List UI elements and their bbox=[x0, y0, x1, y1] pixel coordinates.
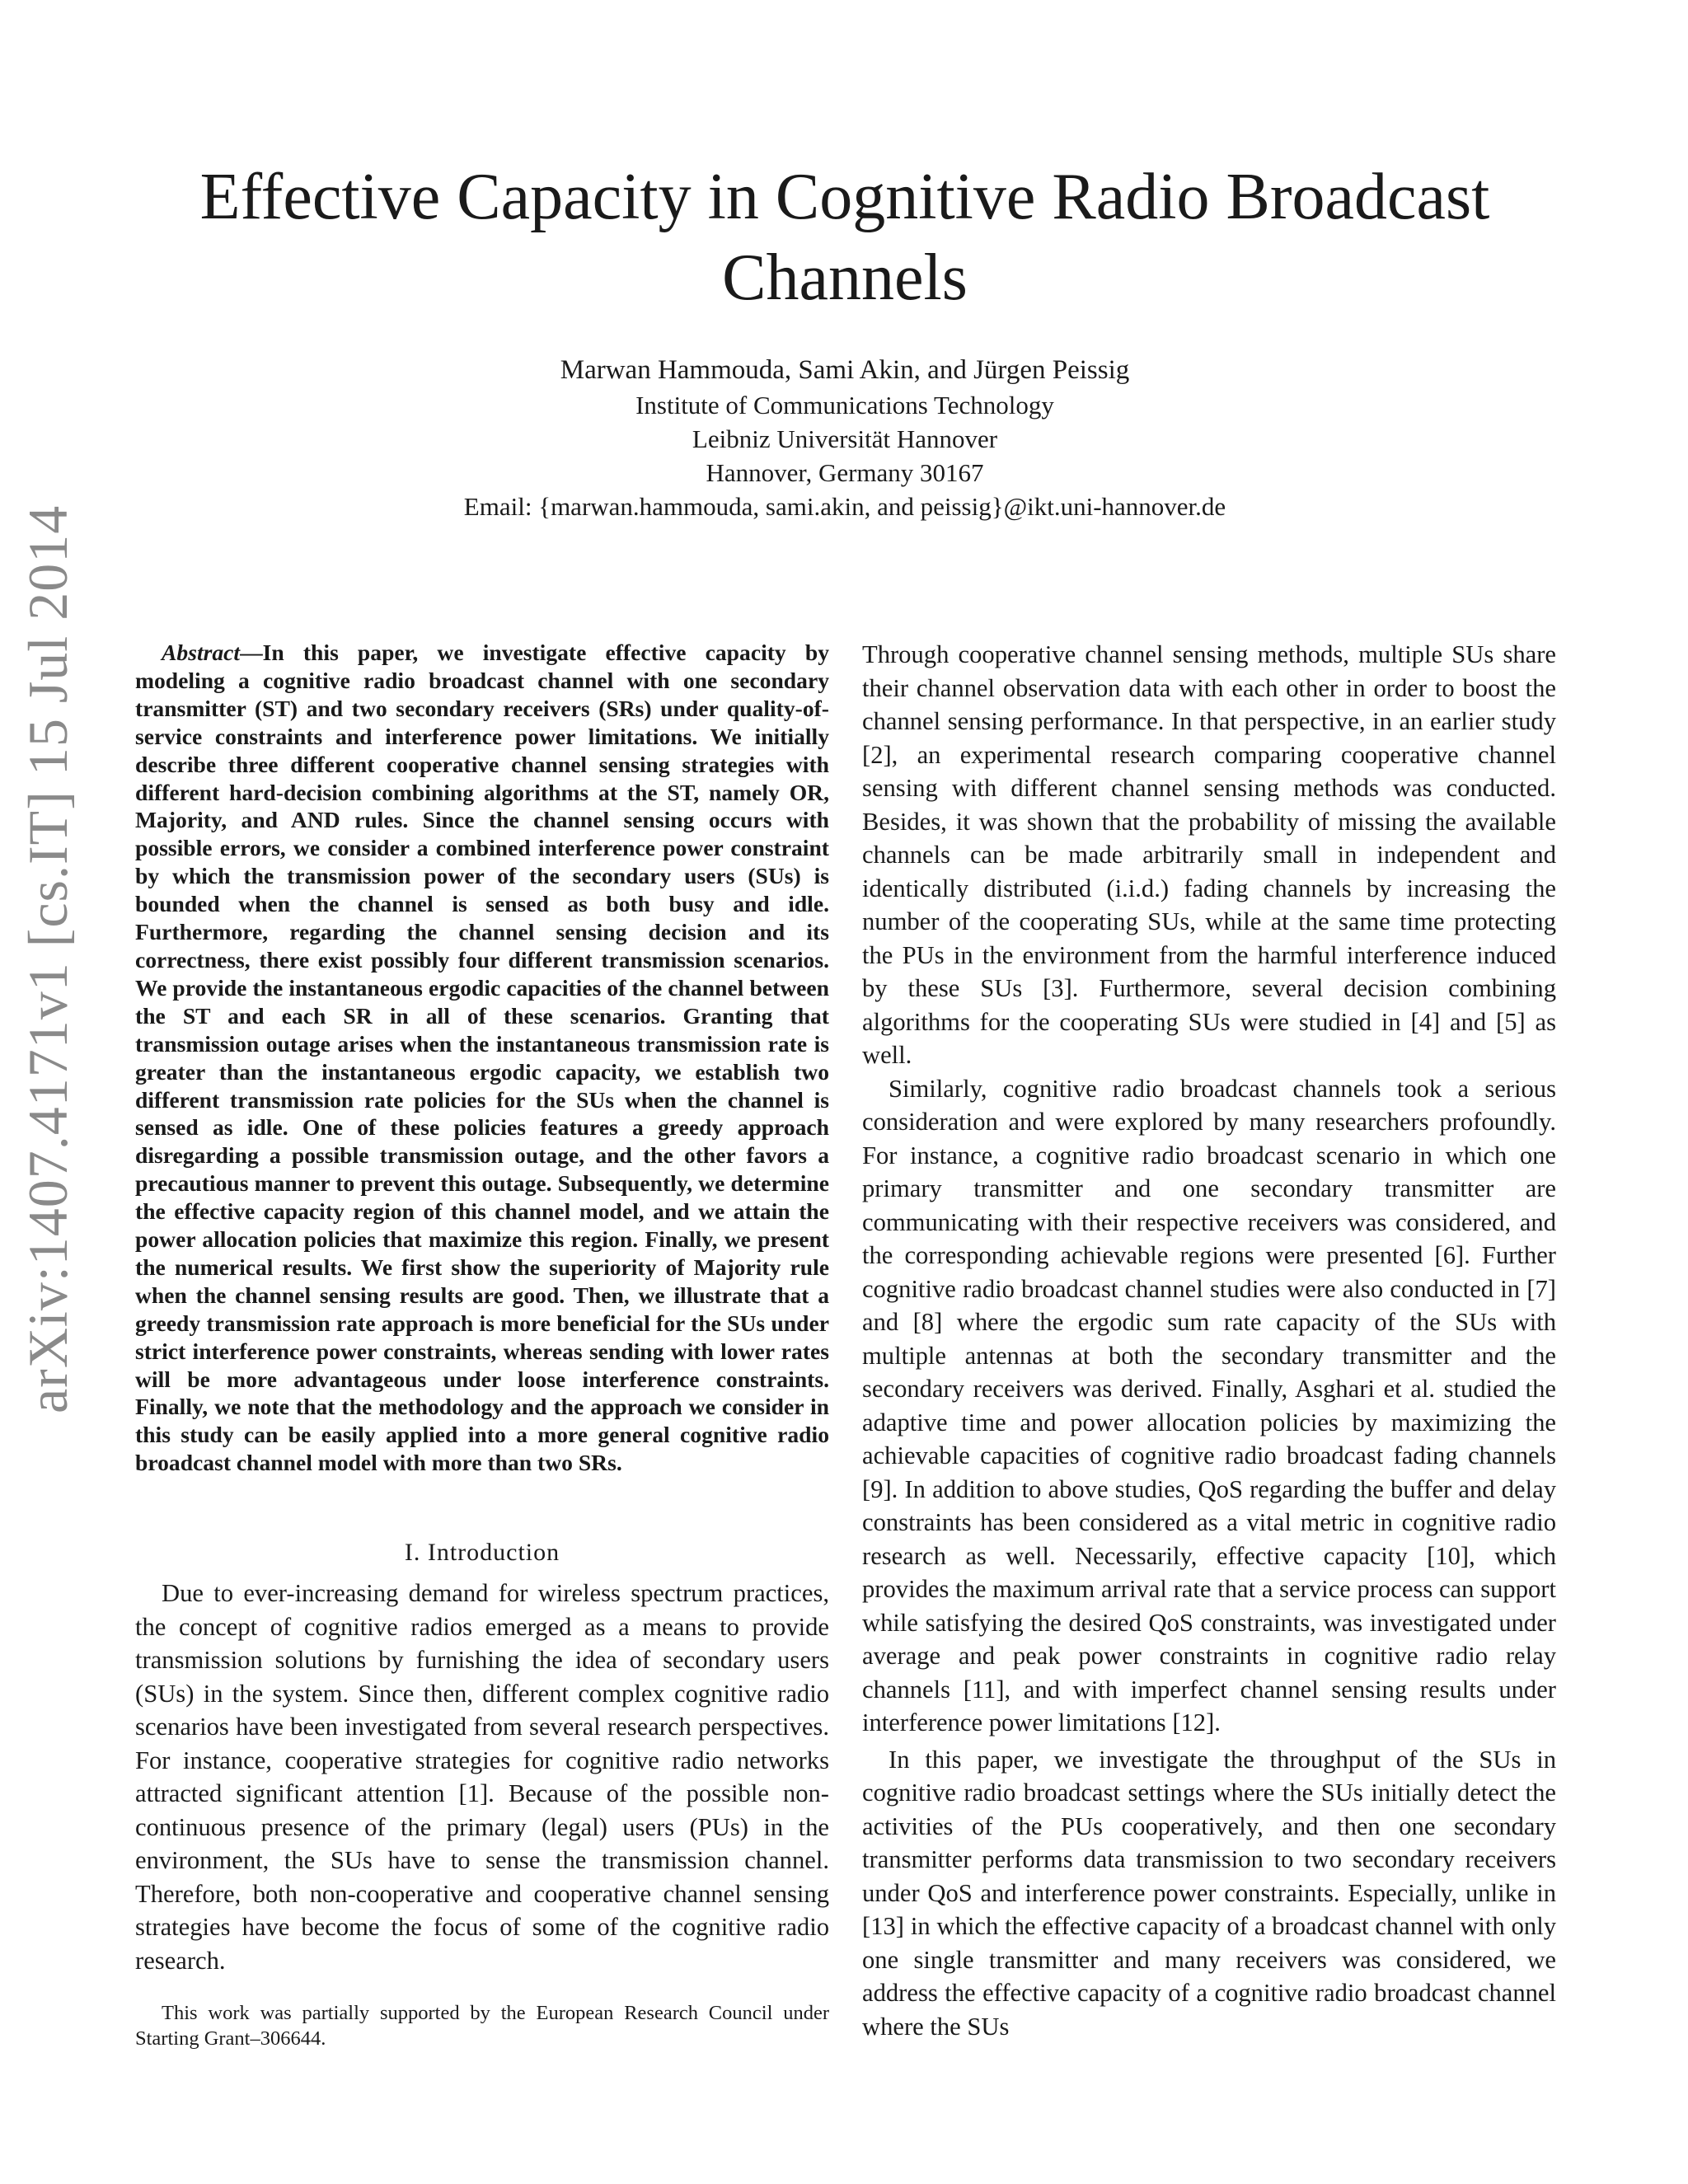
arxiv-identifier: arXiv:1407.4171v1 [cs.IT] 15 Jul 2014 bbox=[16, 504, 79, 1413]
affiliation-address: Hannover, Germany 30167 bbox=[706, 458, 984, 487]
author-list: Marwan Hammouda, Sami Akin, and Jürgen Peissig bbox=[560, 355, 1130, 385]
affiliation-university: Leibniz Universität Hannover bbox=[692, 424, 998, 453]
abstract-label: Abstract bbox=[162, 640, 241, 665]
paper-title: Effective Capacity in Cognitive Radio Broadcast Channels bbox=[199, 161, 1490, 314]
paragraph: Due to ever-increasing demand for wireless spectrum practices, the concept of cognitive radios emerged as a means to provide transmission solutions by furnishing the idea of secondary users (SUs) in the system. Since then, different complex cognitive radio scenarios have been investigated from several research perspectives. For instance, cooperative strategies for cognitive radio networks attracted significant attention [1]. Because of the possible non-continuous presence of the primary (legal) users (PUs) in the environment, the SUs have to sense the transmission channel. Therefore, both non-cooperative and cooperative channel sensing strategies have become the focus of some of the cognitive radio research. bbox=[135, 1579, 829, 1975]
affiliation-institute: Institute of Communications Technology bbox=[635, 391, 1054, 419]
author-email: Email: {marwan.hammouda, sami.akin, and peissig}@ikt.uni-hannover.de bbox=[463, 492, 1226, 521]
paragraph: Similarly, cognitive radio broadcast channels took a serious consideration and were explored by many researchers profoundly. For instance, a cognitive radio broadcast scenario in which one primary transmitter and one secondary transmitter are communicating with their respective receivers was considered, and the corresponding achievable regions were presented [6]. Further cognitive radio broadcast channel studies were also conducted in [7] and [8] where the ergodic sum rate capacity of the SUs with multiple antennas at both the secondary transmitter and the secondary receivers was derived. Finally, Asghari et al. studied the adaptive time and power allocation policies by maximizing the achievable capacities of cognitive radio broadcast fading channels [9]. In addition to above studies, QoS regarding the buffer and delay constraints has been considered as a vital metric in cognitive radio research as well. Necessarily, effective capacity [10], which provides the maximum arrival rate that a service process can support while satisfying the desired QoS constraints, was investigated under average and peak power constraints in cognitive radio relay channels [11], and with imperfect channel sensing results under interference power limitations [12]. bbox=[862, 1074, 1556, 1736]
funding-note: This work was partially supported by the European Research Council under Starting Grant–306644. bbox=[135, 2002, 829, 2050]
introduction-left-column bbox=[135, 1577, 829, 1977]
paragraph: In this paper, we investigate the throughput of the SUs in cognitive radio broadcast settings where the SUs initially detect the activities of the PUs cooperatively, and then one secondary transmitter performs data transmission to two secondary receivers under QoS and interference power constraints. Especially, unlike in [13] in which the effective capacity of a broadcast channel with only one single transmitter and many receivers was considered, we address the effective capacity of a cognitive radio broadcast channel where the SUs bbox=[862, 1745, 1556, 2041]
right-column bbox=[862, 638, 1556, 2043]
abstract bbox=[135, 639, 829, 1477]
paragraph: Through cooperative channel sensing methods, multiple SUs share their channel observation data with each other in order to boost the channel sensing performance. In that perspective, in an earlier study [2], an experimental research comparing cooperative channel sensing with different channel sensing methods was conducted. Besides, it was shown that the probability of missing the available channels can be made arbitrarily small in independent and identically distributed (i.i.d.) fading channels by increasing the number of the cooperating SUs, while at the same time protecting the PUs in the environment from the harmful interference induced by these SUs [3]. Furthermore, several decision combining algorithms for the cooperating SUs were studied in [4] and [5] as well. bbox=[862, 640, 1556, 1069]
footnote bbox=[135, 2001, 829, 2051]
section-heading-introduction: I. Introduction bbox=[404, 1539, 560, 1566]
abstract-text: —In this paper, we investigate effective capacity by modeling a cognitive radio broadcast channel with one secondary transmitter (ST) and two secondary receivers (SRs) under quality-of-service constraints and interference power limitations. We initially describe three different cooperative channel sensing strategies with different hard-decision combining algorithms at the ST, namely OR, Majority, and AND rules. Since the channel sensing occurs with possible errors, we consider a combined interference power constraint by which the transmission power of the secondary users (SUs) is bounded when the channel is sensed as both busy and idle. Furthermore, regarding the channel sensing decision and its correctness, there exist possibly four different transmission scenarios. We provide the instantaneous ergodic capacities of the channel between the ST and each SR in all of these scenarios. Granting that transmission outage arises when the instantaneous transmission rate is greater than the instantaneous ergodic capacity, we establish two different transmission rate policies for the SUs when the channel is sensed as idle. One of these policies features a greedy approach disregarding a possible transmission outage, and the other favors a precautious manner to prevent this outage. Subsequently, we determine the effective capacity region of this channel model, and we attain the power allocation policies that maximize this region. Finally, we present the numerical results. We first show the superiority of Majority rule when the channel sensing results are good. Then, we illustrate that a greedy transmission rate approach is more beneficial for the SUs under strict interference power constraints, whereas sending with lower rates will be more advantageous under loose interference constraints. Finally, we note that the methodology and the approach we consider in this study can be easily applied into a more general cognitive radio broadcast channel model with more than two SRs. bbox=[135, 640, 829, 1476]
